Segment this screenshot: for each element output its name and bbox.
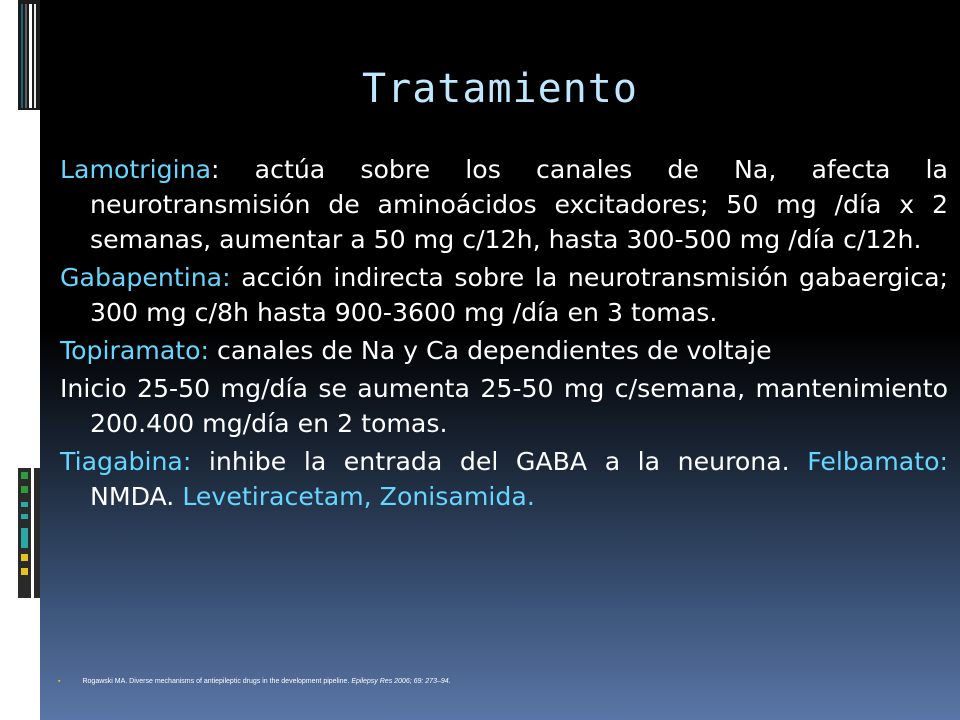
top-decoration bbox=[18, 0, 40, 110]
citation-text: Rogawski MA. Diverse mechanisms of antiepileptic drugs in the development pipeline. bbox=[82, 678, 352, 685]
drug-name: Lamotrigina bbox=[60, 155, 212, 184]
drug-name: Topiramato: bbox=[60, 336, 210, 365]
paragraph-lamotrigina bbox=[60, 152, 948, 257]
paragraph-inicio bbox=[60, 371, 948, 441]
paragraph-gabapentina bbox=[60, 260, 948, 330]
paragraph-tiagabina bbox=[60, 444, 948, 514]
paragraph-text: Inicio 25-50 mg/día se aumenta 25-50 mg c/semana, mantenimiento 200.400 mg/día en 2 tomas. bbox=[60, 374, 948, 438]
paragraph-text: NMDA. bbox=[90, 482, 183, 511]
paragraph-text: acción indirecta sobre la neurotransmisión gabaergica; 300 mg c/8h hasta 900-3600 mg /día en 3 tomas. bbox=[90, 263, 948, 327]
paragraph-topiramato bbox=[60, 333, 948, 368]
citation-footnote bbox=[58, 678, 938, 685]
drug-name: Levetiracetam, Zonisamida. bbox=[182, 482, 535, 511]
drug-name: Gabapentina: bbox=[60, 263, 231, 292]
paragraph-text: canales de Na y Ca dependientes de voltaje bbox=[209, 336, 772, 365]
paragraph-text: inhibe la entrada del GABA a la neurona. bbox=[191, 447, 808, 476]
side-decoration bbox=[18, 468, 40, 598]
drug-name: Tiagabina: bbox=[60, 447, 192, 476]
paragraph-text: : actúa sobre los canales de Na, afecta la neurotransmisión de aminoácidos excitadores; 50 mg /día x 2 semanas, aumentar a 50 mg c/12h, hasta 300-500 mg /día c/12h. bbox=[90, 155, 948, 254]
slide-title: Tratamiento bbox=[362, 66, 638, 112]
citation-journal: Epilepsy Res 2006; 69: 273–94. bbox=[351, 678, 451, 685]
drug-name: Felbamato: bbox=[807, 447, 948, 476]
bullet-icon: ▪ bbox=[58, 678, 61, 685]
slide-body bbox=[60, 152, 948, 517]
